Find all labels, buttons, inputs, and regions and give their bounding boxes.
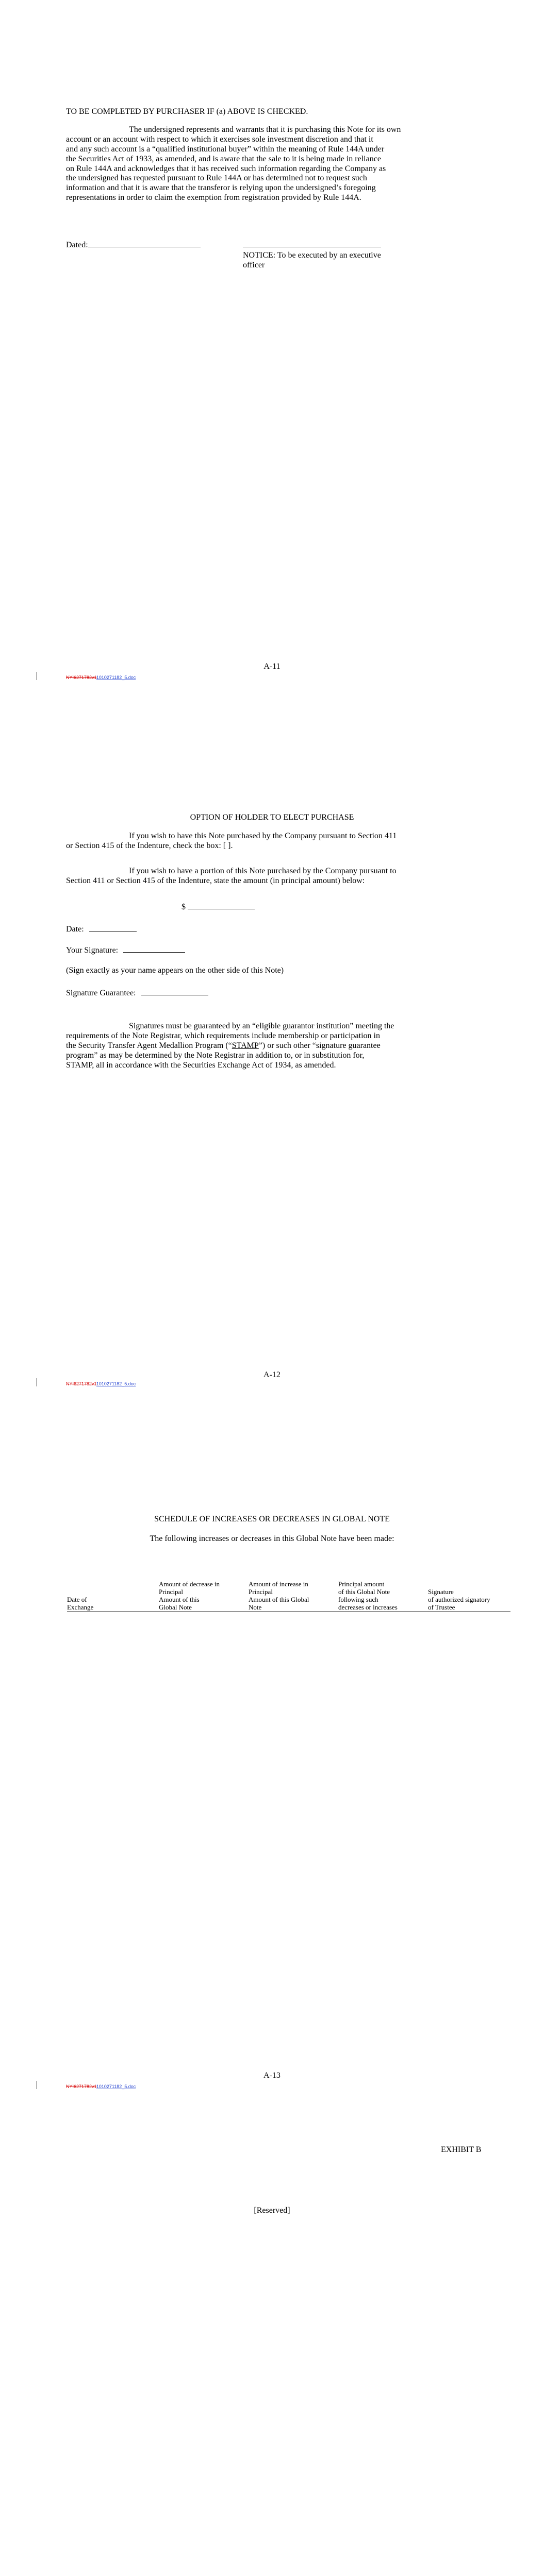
footer-deleted-id: NYI6271782v1 [66,2084,96,2089]
col-date-of-exchange [67,1581,159,1612]
col-3-line-3: decreases or increases [338,1603,398,1611]
schedule-title: SCHEDULE OF INCREASES OR DECREASES IN GLOBAL NOTE [154,1515,390,1523]
guarantee-line-2: requirements of the Note Registrar, which requirements include membership or participation in [66,1031,380,1040]
guarantee-line-3 [66,1041,499,1051]
qib-paragraph [66,125,489,203]
qib-line-6: the undersigned has requested pursuant to Rule 144A or has determined not to request such [66,174,367,183]
col-principal-amount [338,1581,428,1612]
sign-exactly-note: (Sign exactly as your name appears on the other side of this Note) [66,966,284,975]
your-signature-blank[interactable] [123,945,185,953]
date-label: Date: [66,925,84,934]
col-2-line-3: Note [249,1603,262,1611]
option-para-2-line-1: If you wish to have a portion of this Note purchased by the Company pursuant to [129,867,397,875]
exhibit-heading: EXHIBIT B [441,2145,482,2154]
page-number: A-12 [263,1370,281,1379]
guarantee-line-3-pre: the Security Transfer Agent Medallion Program (“ [66,1041,232,1050]
guarantee-label: Signature Guarantee: [66,989,136,997]
col-2-line-1: Principal [249,1587,273,1596]
page-number: A-13 [263,2071,281,2080]
dated-label: Dated: [66,241,88,249]
option-para-2-line-2: Section 411 or Section 415 of the Indenture, state the amount (in principal amount) below: [66,876,365,885]
qib-line-4: the Securities Act of 1933, as amended, and is aware that the sale to it is being made in reliance [66,154,381,163]
footer-inserted-id: 1010271182_5.doc [96,2084,136,2089]
footer-doc-id [66,2084,136,2090]
col-1-line-3: Global Note [159,1603,192,1611]
guarantee-paragraph [66,1022,499,1070]
guarantee-line [66,988,208,998]
col-4-line-2: of Trustee [428,1603,455,1611]
schedule-header-row [67,1581,510,1612]
option-para-1 [66,832,494,851]
col-2-line-0: Amount of increase in [249,1580,308,1588]
date-line [66,924,137,935]
qib-line-2: account or an account with respect to which it exercises sole investment discretion and that it [66,134,373,144]
col-0-line-0: Date of [67,1595,87,1603]
col-1-line-0: Amount of decrease in [159,1580,220,1588]
col-amount-increase [249,1581,338,1612]
col-3-line-0: Principal amount [338,1580,385,1588]
qib-line-3: and any such account is a “qualified institutional buyer” within the meaning of Rule 144A under [66,144,385,154]
col-3-line-1: of this Global Note [338,1587,390,1596]
qib-line-7: information and that it is aware that the transferor is relying upon the undersigned’s foregoing [66,183,376,193]
qib-line-8: representations in order to claim the exemption from registration provided by Rule 144A. [66,193,361,202]
guarantee-line-4: program” as may be determined by the Note Registrar in addition to, or in substitution for, [66,1050,365,1060]
stamp-term: STAMP [232,1041,259,1050]
guarantee-line-1: Signatures must be guaranteed by an “eligible guarantor institution” meeting the [129,1022,394,1030]
dated-blank[interactable] [88,240,201,247]
guarantee-blank[interactable] [141,988,208,995]
footer-doc-id [66,1381,136,1387]
schedule-table [67,1581,510,1612]
guarantee-line-5: STAMP, all in accordance with the Securities Exchange Act of 1934, as amended. [66,1060,336,1070]
notice-text [243,251,381,270]
option-para-2 [66,867,494,886]
dollar-sign: $ [182,903,186,911]
col-4-line-0: Signature [428,1587,454,1596]
col-3-line-2: following such [338,1595,378,1603]
schedule-subtitle: The following increases or decreases in this Global Note have been made: [150,1534,394,1543]
your-signature-line [66,945,185,956]
col-amount-decrease [159,1581,249,1612]
col-4-line-1: of authorized signatory [428,1595,490,1603]
page-number: A-11 [263,662,281,671]
notice-line-2: officer [243,260,265,269]
notice-line-1: NOTICE: To be executed by an executive [243,251,381,260]
qib-line-5: on Rule 144A and acknowledges that it has received such information regarding the Company as [66,164,386,173]
col-1-line-2: Amount of this [159,1595,200,1603]
option-title: OPTION OF HOLDER TO ELECT PURCHASE [190,813,354,822]
date-blank[interactable] [89,924,137,931]
qib-line-1: The undersigned represents and warrants that it is purchasing this Note for its own [129,125,401,134]
footer-inserted-id: 1010271182_5.doc [96,675,136,680]
option-para-1-line-2: or Section 415 of the Indenture, check the box: [ ]. [66,841,233,850]
footer-deleted-id: NYI6271782v1 [66,1381,96,1386]
footer-deleted-id: NYI6271782v1 [66,675,96,680]
option-para-1-line-1: If you wish to have this Note purchased by the Company pursuant to Section 411 [129,832,397,840]
your-signature-label: Your Signature: [66,946,119,955]
col-signature-trustee [428,1581,510,1612]
footer-inserted-id: 1010271182_5.doc [96,1381,136,1386]
col-1-line-1: Principal [159,1587,183,1596]
amount-line [182,902,255,912]
amount-blank[interactable] [188,902,255,909]
purchaser-heading: TO BE COMPLETED BY PURCHASER IF (a) ABOVE IS CHECKED. [66,107,308,116]
dated-line [66,240,201,250]
guarantee-line-3-post: ”) or such other “signature guarantee [258,1041,381,1050]
col-0-line-1: Exchange [67,1603,94,1611]
footer-doc-id [66,675,136,681]
col-2-line-2: Amount of this Global [249,1595,309,1603]
reserved-text: [Reserved] [254,2206,290,2215]
